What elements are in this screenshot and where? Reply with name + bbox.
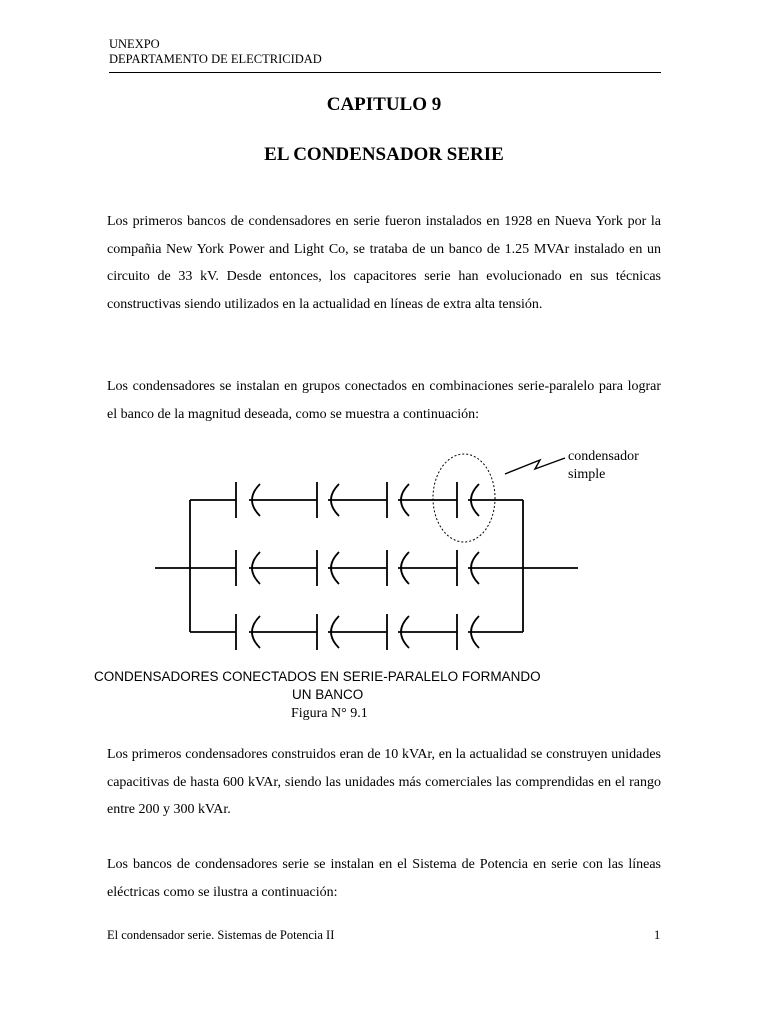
- paragraph-3: Los primeros condensadores construidos eran de 10 kVAr, en la actualidad se construyen unidades capacitivas de hasta 600 kVAr, siendo las unidades más comerciales las comprendidas en el rango entre 200 y 300 kVAr.: [107, 747, 661, 817]
- figure-caption-line-1: CONDENSADORES CONECTADOS EN SERIE-PARALELO FORMANDO: [94, 669, 541, 684]
- figure-annotation: [568, 448, 639, 484]
- annotation-pointer: [505, 458, 565, 474]
- figure-caption-line-2: UN BANCO: [292, 687, 364, 702]
- chapter-number: CAPITULO 9: [326, 94, 442, 115]
- highlight-circle: [433, 454, 495, 542]
- chapter-title: EL CONDENSADOR SERIE: [264, 144, 504, 165]
- paragraph-1: Los primeros bancos de condensadores en serie fueron instalados en 1928 en Nueva York por la compañia New York Power and Light Co, se trataba de un banco de 1.25 MVAr instalado en un circuito de 33 kV. Desde entonces, los capacitores serie han evolucionado en sus técnicas constructivas siendo utilizados en la actualidad en líneas de extra alta tensión.: [107, 214, 661, 312]
- page-number: 1: [654, 928, 661, 942]
- paragraph-4: Los bancos de condensadores serie se instalan en el Sistema de Potencia en serie con las líneas eléctricas como se ilustra a continuación:: [107, 857, 661, 900]
- annotation-line-1: condensador: [568, 449, 639, 464]
- footer-text: El condensador serie. Sistemas de Potencia II: [107, 928, 335, 942]
- header-department: DEPARTAMENTO DE ELECTRICIDAD: [109, 52, 322, 66]
- figure-number: Figura N° 9.1: [291, 706, 368, 721]
- paragraph-2: Los condensadores se instalan en grupos conectados en combinaciones serie-paralelo para lograr el banco de la magnitud deseada, como se muestra a continuación:: [107, 379, 661, 422]
- annotation-line-2: simple: [568, 467, 606, 482]
- header-institution: UNEXPO: [109, 37, 160, 51]
